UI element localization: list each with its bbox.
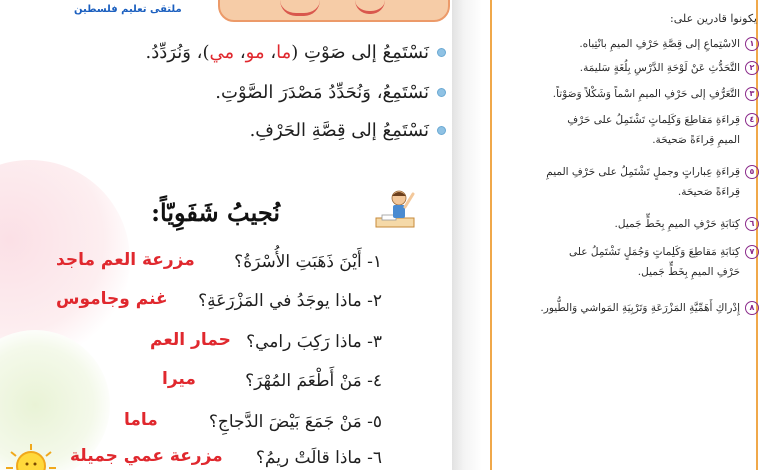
bullet-text: نَسْتَمِعُ، وَنُحَدِّدُ مَصْدَرَ الصَّوْتِ. bbox=[215, 82, 429, 103]
objective-item bbox=[505, 110, 759, 150]
objective-text: كِتابَةِ مَقاطِعَ وَكَلِماتٍ وَجُمَلٍ تَشْتَمِلُ على حَرْفِ الميمِ بِخَطٍّ جَميل. bbox=[569, 246, 740, 278]
answer-2: غنم وجاموس bbox=[56, 289, 168, 309]
objective-item bbox=[505, 34, 759, 54]
oral-answers-heading: نُجيبُ شَفَوِيّاً: bbox=[151, 198, 280, 227]
bullet-dot-icon bbox=[437, 48, 446, 57]
bullet-text: نَسْتَمِعُ إلى صَوْتِ (ما، مو، مي)، وَنُرَدِّدُ. bbox=[145, 42, 429, 63]
objective-number: ٨ bbox=[745, 301, 759, 315]
answer-3: حمار العم bbox=[150, 330, 231, 350]
objective-number: ٦ bbox=[745, 217, 759, 231]
objective-item bbox=[505, 162, 759, 202]
objective-text: الاسْتِماعِ إلى قِصَّةِ حَرْفِ الميمِ بانْتِباه. bbox=[579, 38, 740, 50]
objective-number: ٤ bbox=[745, 113, 759, 127]
question-4: ٤- مَنْ أَطْعَمَ المُهْرَ؟ bbox=[245, 371, 382, 391]
answer-1: مزرعة العم ماجد bbox=[56, 250, 195, 270]
objective-text: قِراءَةِ عِباراتٍ وجملٍ تَشْتَمِلُ على حَرْفِ الميمِ قِراءَةً صَحيحَة. bbox=[546, 166, 740, 198]
objective-number: ١ bbox=[745, 37, 759, 51]
objective-number: ٥ bbox=[745, 165, 759, 179]
answer-4: ميرا bbox=[162, 369, 196, 389]
objective-item bbox=[505, 214, 759, 234]
objective-text: كِتابَةِ حَرْفِ الميمِ بِخَطٍّ جَميل. bbox=[614, 218, 740, 230]
objectives-intro: يكونوا قادرين على: bbox=[670, 12, 757, 25]
answer-6: مزرعة عمي جميلة bbox=[70, 446, 223, 466]
bullet-listen-source bbox=[215, 82, 446, 103]
objective-text: إِدْراكِ أَهَمِّيَّةِ المَزْرَعَةِ وَتَرْبِيَةِ المَواشي وَالطُّيور. bbox=[540, 302, 740, 314]
book-gutter bbox=[452, 0, 482, 470]
objective-item bbox=[505, 298, 759, 318]
question-1: ١- أَيْنَ ذَهَبَتِ الأُسْرَةُ؟ bbox=[234, 252, 382, 272]
question-6: ٦- ماذا قالَتْ ريمُ؟ bbox=[255, 448, 382, 468]
question-5: ٥- مَنْ جَمَعَ بَيْضَ الدَّجاجِ؟ bbox=[208, 412, 382, 432]
bullet-listen-sounds bbox=[146, 42, 446, 63]
sun-icon bbox=[2, 442, 60, 470]
objective-item bbox=[505, 242, 759, 282]
top-banner bbox=[218, 0, 450, 22]
boy-at-desk-icon bbox=[372, 186, 418, 232]
objective-item bbox=[505, 84, 759, 104]
bullet-listen-story bbox=[250, 120, 446, 141]
objective-number: ٧ bbox=[745, 245, 759, 259]
question-2: ٢- ماذا يوجَدُ في المَزْرَعَةِ؟ bbox=[198, 291, 382, 311]
objective-text: التَّحَدُّثِ عَنْ لَوْحَةِ الدَّرْسِ بِلُغَةٍ سَليمَة. bbox=[579, 62, 740, 74]
right-page bbox=[482, 0, 767, 470]
objective-number: ٢ bbox=[745, 61, 759, 75]
objective-number: ٣ bbox=[745, 87, 759, 101]
bullet-text: نَسْتَمِعُ إلى قِصَّةِ الحَرْفِ. bbox=[249, 120, 429, 141]
bullet-dot-icon bbox=[437, 88, 446, 97]
answer-5: ماما bbox=[124, 410, 158, 430]
bullet-dot-icon bbox=[437, 126, 446, 135]
objective-item bbox=[505, 58, 759, 78]
objective-text: قِراءَةِ مَقاطِعَ وَكَلِماتٍ تَشْتَمِلُ على حَرْفِ الميمِ قِراءَةً صَحيحَة. bbox=[567, 114, 740, 146]
forum-watermark: ملتقى تعليم فلسطين bbox=[74, 4, 182, 15]
objective-text: التَّعَرُّفِ إلى حَرْفِ الميمِ اسْماً وَشَكْلاً وَصَوْتاً. bbox=[552, 88, 740, 100]
question-3: ٣- ماذا رَكِبَ رامي؟ bbox=[246, 332, 382, 352]
